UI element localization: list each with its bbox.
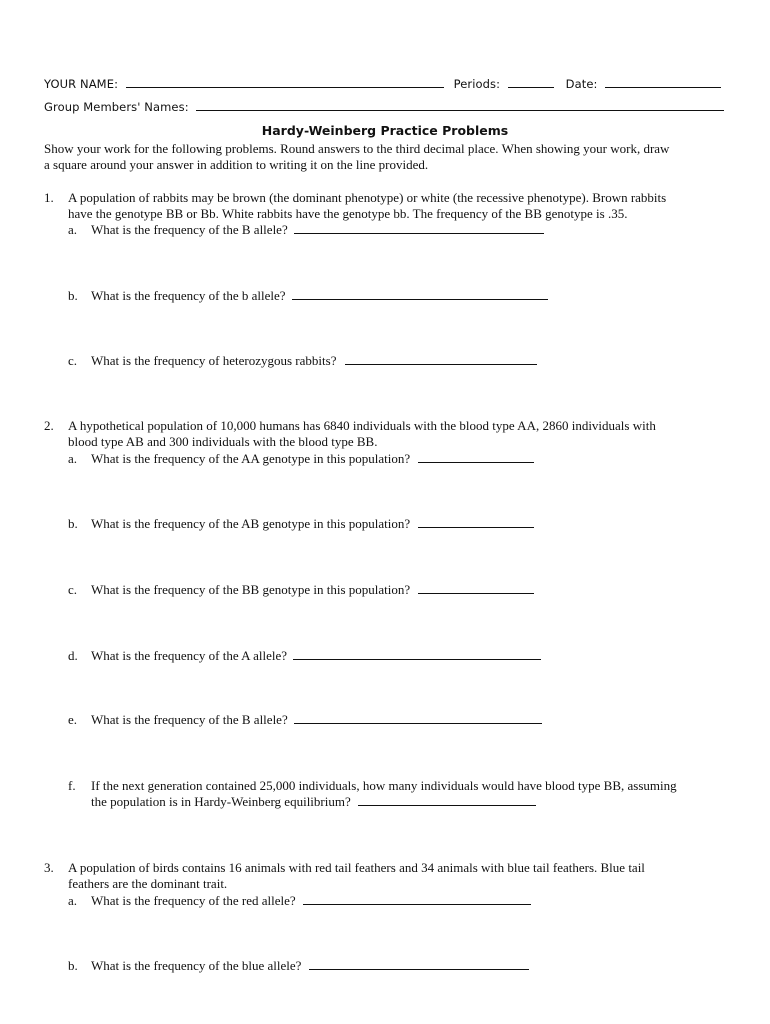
problem-2e-answer-blank[interactable] — [294, 712, 542, 724]
problem-2a-text: What is the frequency of the AA genotype in this population? — [91, 451, 411, 466]
problem-2-text-1: A hypothetical population of 10,000 humans has 6840 individuals with the blood type AA, 2860 individuals with — [68, 418, 656, 433]
problem-1a-text: What is the frequency of the B allele? — [91, 222, 288, 237]
instructions-line-2: a square around your answer in addition to writing it on the line provided. — [44, 157, 429, 172]
problem-3b-letter: b. — [68, 958, 78, 973]
problem-3b — [91, 958, 529, 974]
problem-2f-letter: f. — [68, 778, 76, 793]
problem-1c-letter: c. — [68, 353, 78, 368]
problem-2f — [91, 794, 536, 810]
problem-2e — [91, 712, 542, 728]
group-blank[interactable] — [196, 99, 724, 111]
problem-2d-answer-blank[interactable] — [293, 648, 541, 660]
problem-1a — [91, 222, 544, 238]
problem-2c-answer-blank[interactable] — [418, 582, 534, 594]
problem-3-text-1: A population of birds contains 16 animals with red tail feathers and 34 animals with blue tail feathers. Blue tail — [68, 860, 645, 875]
problem-3-number: 3. — [44, 860, 54, 875]
name-blank[interactable] — [126, 76, 444, 88]
problem-1a-letter: a. — [68, 222, 78, 237]
problem-1c-answer-blank[interactable] — [345, 353, 537, 365]
problem-1b — [91, 288, 548, 304]
problem-2b-text: What is the frequency of the AB genotype in this population? — [91, 516, 411, 531]
problem-2a-letter: a. — [68, 451, 78, 466]
problem-2f-answer-blank[interactable] — [358, 794, 536, 806]
periods-label: Periods: — [453, 77, 501, 91]
problem-1c — [91, 353, 537, 369]
problem-2b — [91, 516, 534, 532]
problem-2c — [91, 582, 534, 598]
problem-1b-answer-blank[interactable] — [292, 288, 548, 300]
group-row — [44, 99, 724, 114]
problem-1a-answer-blank[interactable] — [294, 222, 544, 234]
problem-1-text-2: have the genotype BB or Bb. White rabbits have the genotype bb. The frequency of the BB genotype is .35. — [68, 206, 628, 221]
name-row — [44, 76, 721, 91]
problem-3a-answer-blank[interactable] — [303, 893, 531, 905]
problem-1c-text: What is the frequency of heterozygous rabbits? — [91, 353, 337, 368]
problem-3b-text: What is the frequency of the blue allele? — [91, 958, 302, 973]
periods-blank[interactable] — [508, 76, 554, 88]
problem-2a — [91, 451, 534, 467]
problem-2e-letter: e. — [68, 712, 78, 727]
name-label: YOUR NAME: — [44, 77, 119, 91]
problem-1b-letter: b. — [68, 288, 78, 303]
problem-2d-text: What is the frequency of the A allele? — [91, 648, 288, 663]
date-label: Date: — [565, 77, 598, 91]
problem-3-text-2: feathers are the dominant trait. — [68, 876, 228, 891]
problem-2f-text-1: If the next generation contained 25,000 individuals, how many individuals would have blood type BB, assuming — [91, 778, 677, 793]
problem-3b-answer-blank[interactable] — [309, 958, 529, 970]
problem-1-number: 1. — [44, 190, 54, 205]
problem-2c-text: What is the frequency of the BB genotype in this population? — [91, 582, 411, 597]
page-title: Hardy-Weinberg Practice Problems — [261, 123, 509, 138]
group-label: Group Members' Names: — [44, 100, 189, 114]
instructions-line-1: Show your work for the following problems. Round answers to the third decimal place. When showing your work, draw — [44, 141, 670, 156]
problem-3a-text: What is the frequency of the red allele? — [91, 893, 296, 908]
problem-2a-answer-blank[interactable] — [418, 451, 534, 463]
problem-1b-text: What is the frequency of the b allele? — [91, 288, 286, 303]
problem-2c-letter: c. — [68, 582, 78, 597]
problem-2d-letter: d. — [68, 648, 78, 663]
problem-3a-letter: a. — [68, 893, 78, 908]
problem-3a — [91, 893, 531, 909]
problem-2b-letter: b. — [68, 516, 78, 531]
problem-2e-text: What is the frequency of the B allele? — [91, 712, 288, 727]
problem-2d — [91, 648, 541, 664]
problem-2b-answer-blank[interactable] — [418, 516, 534, 528]
date-blank[interactable] — [605, 76, 721, 88]
problem-2-text-2: blood type AB and 300 individuals with the blood type BB. — [68, 434, 378, 449]
problem-2f-text-2: the population is in Hardy-Weinberg equilibrium? — [91, 794, 351, 809]
problem-2-number: 2. — [44, 418, 54, 433]
problem-1-text-1: A population of rabbits may be brown (the dominant phenotype) or white (the recessive phenotype). Brown rabbits — [68, 190, 667, 205]
